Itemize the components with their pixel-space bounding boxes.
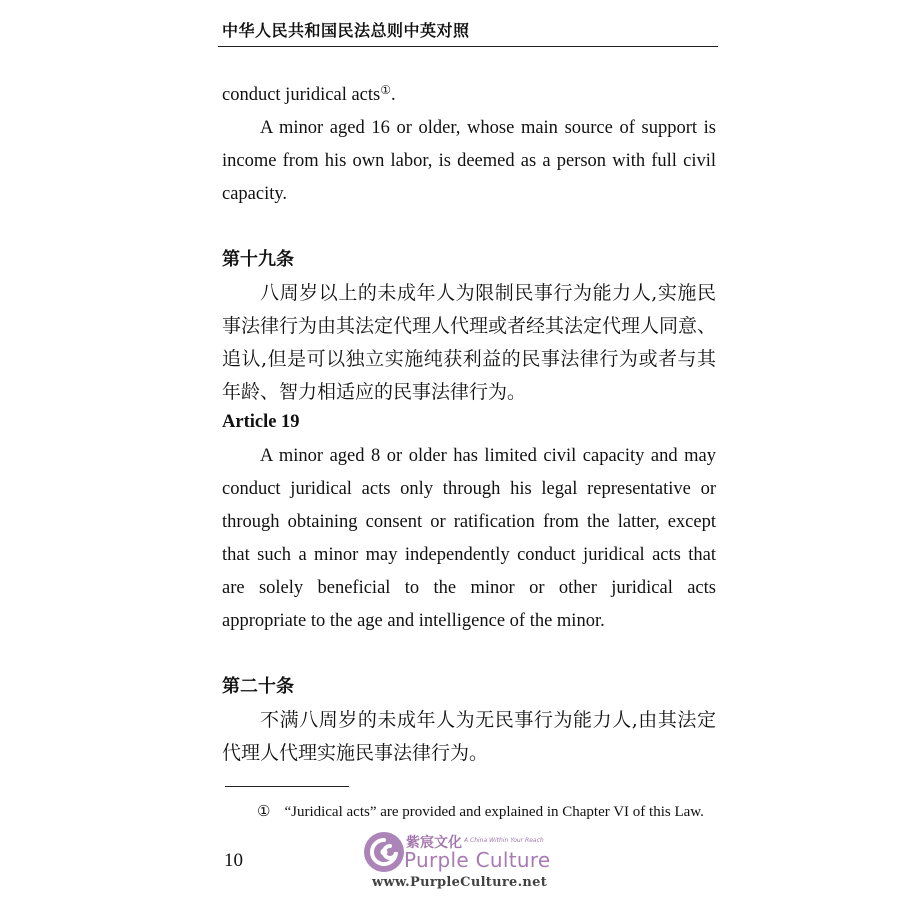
footnote-text: “Juridical acts” are provided and explained in Chapter VI of this Law. bbox=[284, 804, 704, 820]
article-19-zh-text: 八周岁以上的未成年人为限制民事行为能力人,实施民事法律行为由其法定代理人代理或者经其法定代理人同意、追认,但是可以独立实施纯获利益的民事法律行为或者与其年龄、智力相适应的民事法律行为。 bbox=[222, 282, 717, 403]
watermark-brand: Purple Culture bbox=[404, 848, 551, 872]
header-rule bbox=[218, 46, 718, 47]
minor-16-paragraph: A minor aged 16 or older, whose main source of support is income from his own labor, is deemed as a person with full civil capacity. bbox=[222, 118, 716, 204]
article-20-zh-heading: 第二十条 bbox=[222, 676, 294, 697]
article-19-en-text: A minor aged 8 or older has limited civil capacity and may conduct juridical acts only through his legal representative or through obtaining consent or ratification from the latter, except that such a minor may independently conduct juridical acts that are solely beneficial to the minor or other juridical acts appropriate to the age and intelligence of the minor. bbox=[222, 446, 716, 631]
watermark-chinese: 紫宸文化 bbox=[406, 835, 462, 851]
purple-culture-watermark bbox=[360, 828, 560, 892]
running-head: 中华人民共和国民法总则中英对照 bbox=[222, 21, 470, 40]
watermark-url[interactable]: www.PurpleCulture.net bbox=[372, 875, 548, 890]
continued-line-text: conduct juridical acts bbox=[222, 85, 381, 105]
footnote bbox=[257, 802, 717, 822]
footnote-rule bbox=[225, 786, 349, 787]
article-19-en-heading: Article 19 bbox=[222, 412, 300, 432]
continued-line bbox=[222, 79, 716, 112]
article-20-zh-text: 不满八周岁的未成年人为无民事行为能力人,由其法定代理人代理实施民事法律行为。 bbox=[222, 709, 716, 764]
page-number: 10 bbox=[224, 850, 243, 871]
continued-line-end: . bbox=[390, 85, 396, 105]
footnote-marker: ① bbox=[257, 804, 271, 820]
footnote-reference[interactable]: ① bbox=[380, 83, 391, 97]
watermark-tagline: A China Within Your Reach bbox=[464, 837, 544, 844]
purple-culture-logo-icon bbox=[360, 828, 408, 876]
article-19-zh-heading: 第十九条 bbox=[222, 249, 294, 270]
